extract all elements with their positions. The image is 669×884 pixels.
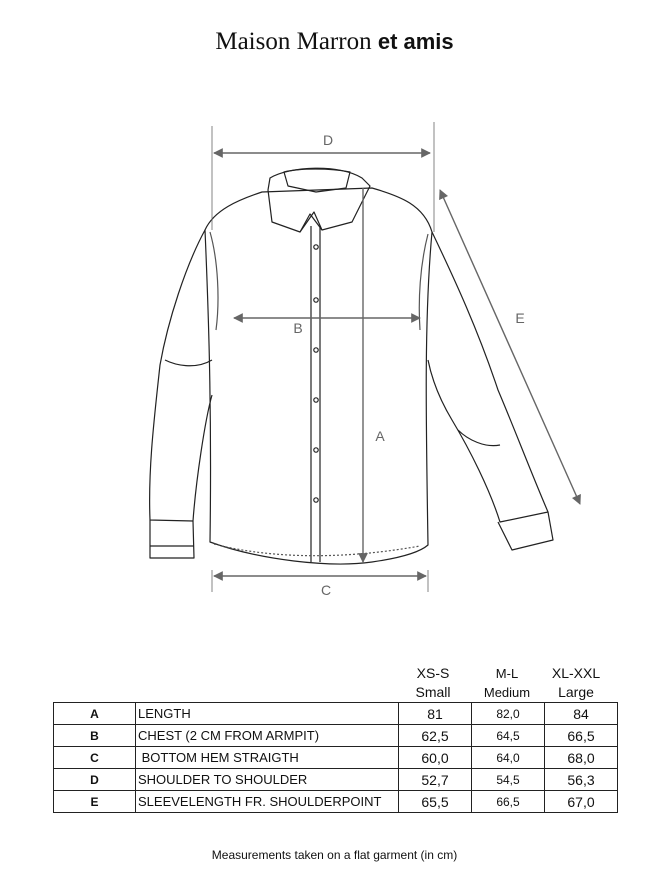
value-small: 60,0 [399, 747, 472, 769]
label-d: D [322, 132, 334, 148]
row-code: B [54, 725, 136, 747]
label-a: A [375, 428, 385, 444]
value-small: 81 [399, 703, 472, 725]
table-row [54, 747, 618, 769]
size-code: XS-S [416, 665, 450, 681]
size-header-m-l [470, 664, 544, 702]
measurement-guides [212, 122, 580, 592]
brand-name: Maison Marron [215, 28, 372, 55]
value-large: 66,5 [545, 725, 618, 747]
value-small: 52,7 [399, 769, 472, 791]
label-b: B [293, 320, 303, 336]
size-name: Large [558, 684, 594, 700]
value-medium: 54,5 [472, 769, 545, 791]
value-medium: 64,0 [472, 747, 545, 769]
row-code: A [54, 703, 136, 725]
row-name: LENGTH [136, 703, 399, 725]
label-c: C [320, 582, 332, 598]
row-name: SHOULDER TO SHOULDER [136, 769, 399, 791]
value-large: 56,3 [545, 769, 618, 791]
row-code: C [54, 747, 136, 769]
row-name: CHEST (2 CM FROM ARMPIT) [136, 725, 399, 747]
footnote: Measurements taken on a flat garment (in cm) [211, 848, 458, 862]
size-header-xs-s [396, 664, 470, 702]
value-large: 84 [545, 703, 618, 725]
size-name: Medium [483, 685, 531, 700]
value-large: 68,0 [545, 747, 618, 769]
value-medium: 66,5 [472, 791, 545, 813]
size-name: Small [415, 684, 451, 700]
table-row [54, 769, 618, 791]
table-row [54, 703, 618, 725]
size-header-xl-xxl [540, 664, 612, 702]
value-small: 65,5 [399, 791, 472, 813]
row-name: SLEEVELENGTH FR. SHOULDERPOINT [136, 791, 399, 813]
brand-suffix: et amis [377, 29, 454, 54]
row-code: D [54, 769, 136, 791]
size-code: M-L [495, 666, 519, 681]
value-small: 62,5 [399, 725, 472, 747]
shirt-outline [150, 168, 553, 564]
label-e: E [515, 310, 525, 326]
table-row [54, 791, 618, 813]
value-large: 67,0 [545, 791, 618, 813]
value-medium: 64,5 [472, 725, 545, 747]
table-row [54, 725, 618, 747]
size-code: XL-XXL [551, 665, 601, 681]
row-name: BOTTOM HEM STRAIGTH [136, 747, 399, 769]
value-medium: 82,0 [472, 703, 545, 725]
row-code: E [54, 791, 136, 813]
size-table [53, 702, 618, 813]
